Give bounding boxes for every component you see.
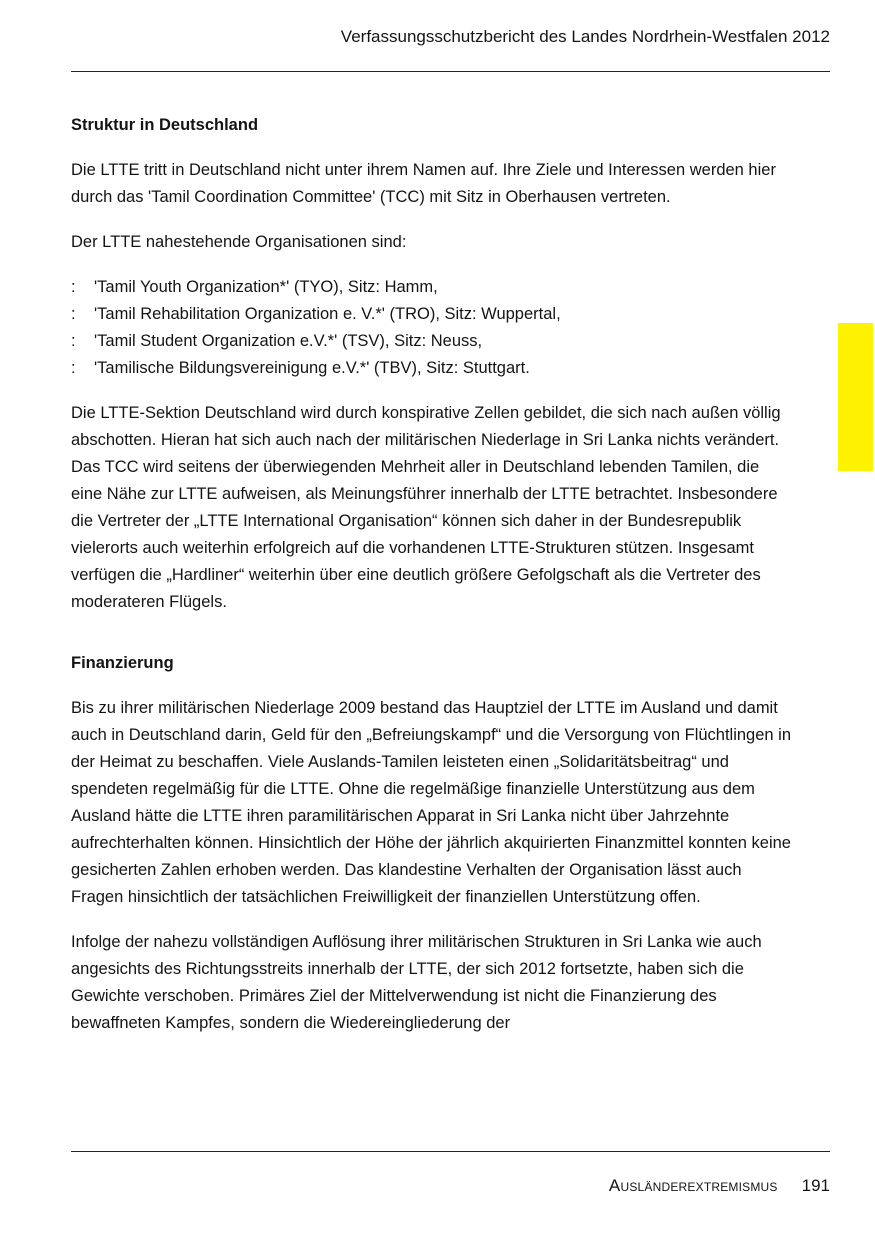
- chapter-tab-marker: [838, 323, 873, 471]
- page-number: 191: [801, 1176, 830, 1195]
- list-item-text: 'Tamilische Bildungsvereinigung e.V.*' (TBV), Sitz: Stuttgart.: [94, 359, 530, 377]
- list-bullet: :: [71, 278, 76, 296]
- list-item: [71, 328, 791, 355]
- footer-section-title: Ausländerextremismus: [608, 1176, 778, 1195]
- section-heading-structure: Struktur in Deutschland: [71, 116, 259, 134]
- list-bullet: :: [71, 332, 76, 350]
- running-header: Verfassungsschutzbericht des Landes Nordrhein-Westfalen 2012: [340, 27, 830, 46]
- section-heading-financing: Finanzierung: [71, 654, 174, 672]
- paragraph: Die LTTE tritt in Deutschland nicht unter ihrem Namen auf. Ihre Ziele und Interessen werden hier durch das 'Tamil Coordination Committee' (TCC) mit Sitz in Oberhausen vertreten.: [71, 161, 776, 206]
- list-item: [71, 274, 791, 301]
- list-bullet: :: [71, 359, 76, 377]
- list-item: [71, 355, 791, 382]
- footer-rule: [71, 1151, 830, 1152]
- page-body: [71, 112, 791, 1055]
- running-footer: [71, 1174, 830, 1198]
- header-rule: [71, 71, 830, 72]
- paragraph: Der LTTE nahestehende Organisationen sind:: [71, 233, 407, 251]
- paragraph: Infolge der nahezu vollständigen Auflösung ihrer militärischen Strukturen in Sri Lanka wie auch angesichts des Richtungsstreits innerhalb der LTTE, der sich 2012 fortsetzte, haben sich die Gewichte verschoben. Primäres Ziel der Mittelverwendung ist nicht die Finanzierung des bewaffneten Kampfes, sondern die Wiedereingliederung der: [71, 933, 762, 1032]
- list-item-text: 'Tamil Student Organization e.V.*' (TSV), Sitz: Neuss,: [94, 332, 483, 350]
- list-item: [71, 301, 791, 328]
- paragraph: Bis zu ihrer militärischen Niederlage 2009 bestand das Hauptziel der LTTE im Ausland und damit auch in Deutschland darin, Geld für den „Befreiungskampf“ und die Versorgung von Flüchtlingen in der Heimat zu beschaffen. Viele Auslands-Tamilen leisteten einen „Solidaritätsbeitrag“ und spendeten regelmäßig für die LTTE. Ohne die regelmäßige finanzielle Unterstützung aus dem Ausland hätte die LTTE ihren paramilitärischen Apparat in Sri Lanka nicht über Jahrzehnte aufrechterhalten können. Hinsichtlich der Höhe der jährlich akquirierten Finanzmittel konnten keine gesicherten Zahlen erhoben werden. Das klandestine Verhalten der Organisation lässt auch Fragen hinsichtlich der tatsächlichen Freiwilligkeit der finanziellen Unterstützung offen.: [71, 699, 792, 906]
- list-item-text: 'Tamil Youth Organization*' (TYO), Sitz: Hamm,: [94, 278, 438, 296]
- list-item-text: 'Tamil Rehabilitation Organization e. V.*' (TRO), Sitz: Wuppertal,: [94, 305, 561, 323]
- list-bullet: :: [71, 305, 76, 323]
- organization-list: [71, 274, 791, 382]
- paragraph: Die LTTE-Sektion Deutschland wird durch konspirative Zellen gebildet, die sich nach außen völlig abschotten. Hieran hat sich auch nach der militärischen Niederlage in Sri Lanka nichts verändert. Das TCC wird seitens der überwiegenden Mehrheit aller in Deutschland lebenden Tamilen, die eine Nähe zur LTTE aufweisen, als Meinungsführer innerhalb der LTTE betrachtet. Insbesondere die Vertreter der „LTTE International Organisation“ können sich daher in der Bundesrepublik vielerorts auch weiterhin erfolgreich auf die vorhandenen LTTE-Strukturen stützen. Insgesamt verfügen die „Hardliner“ weiterhin über eine deutlich größere Gefolgschaft als die Vertreter des moderateren Flügels.: [71, 404, 781, 611]
